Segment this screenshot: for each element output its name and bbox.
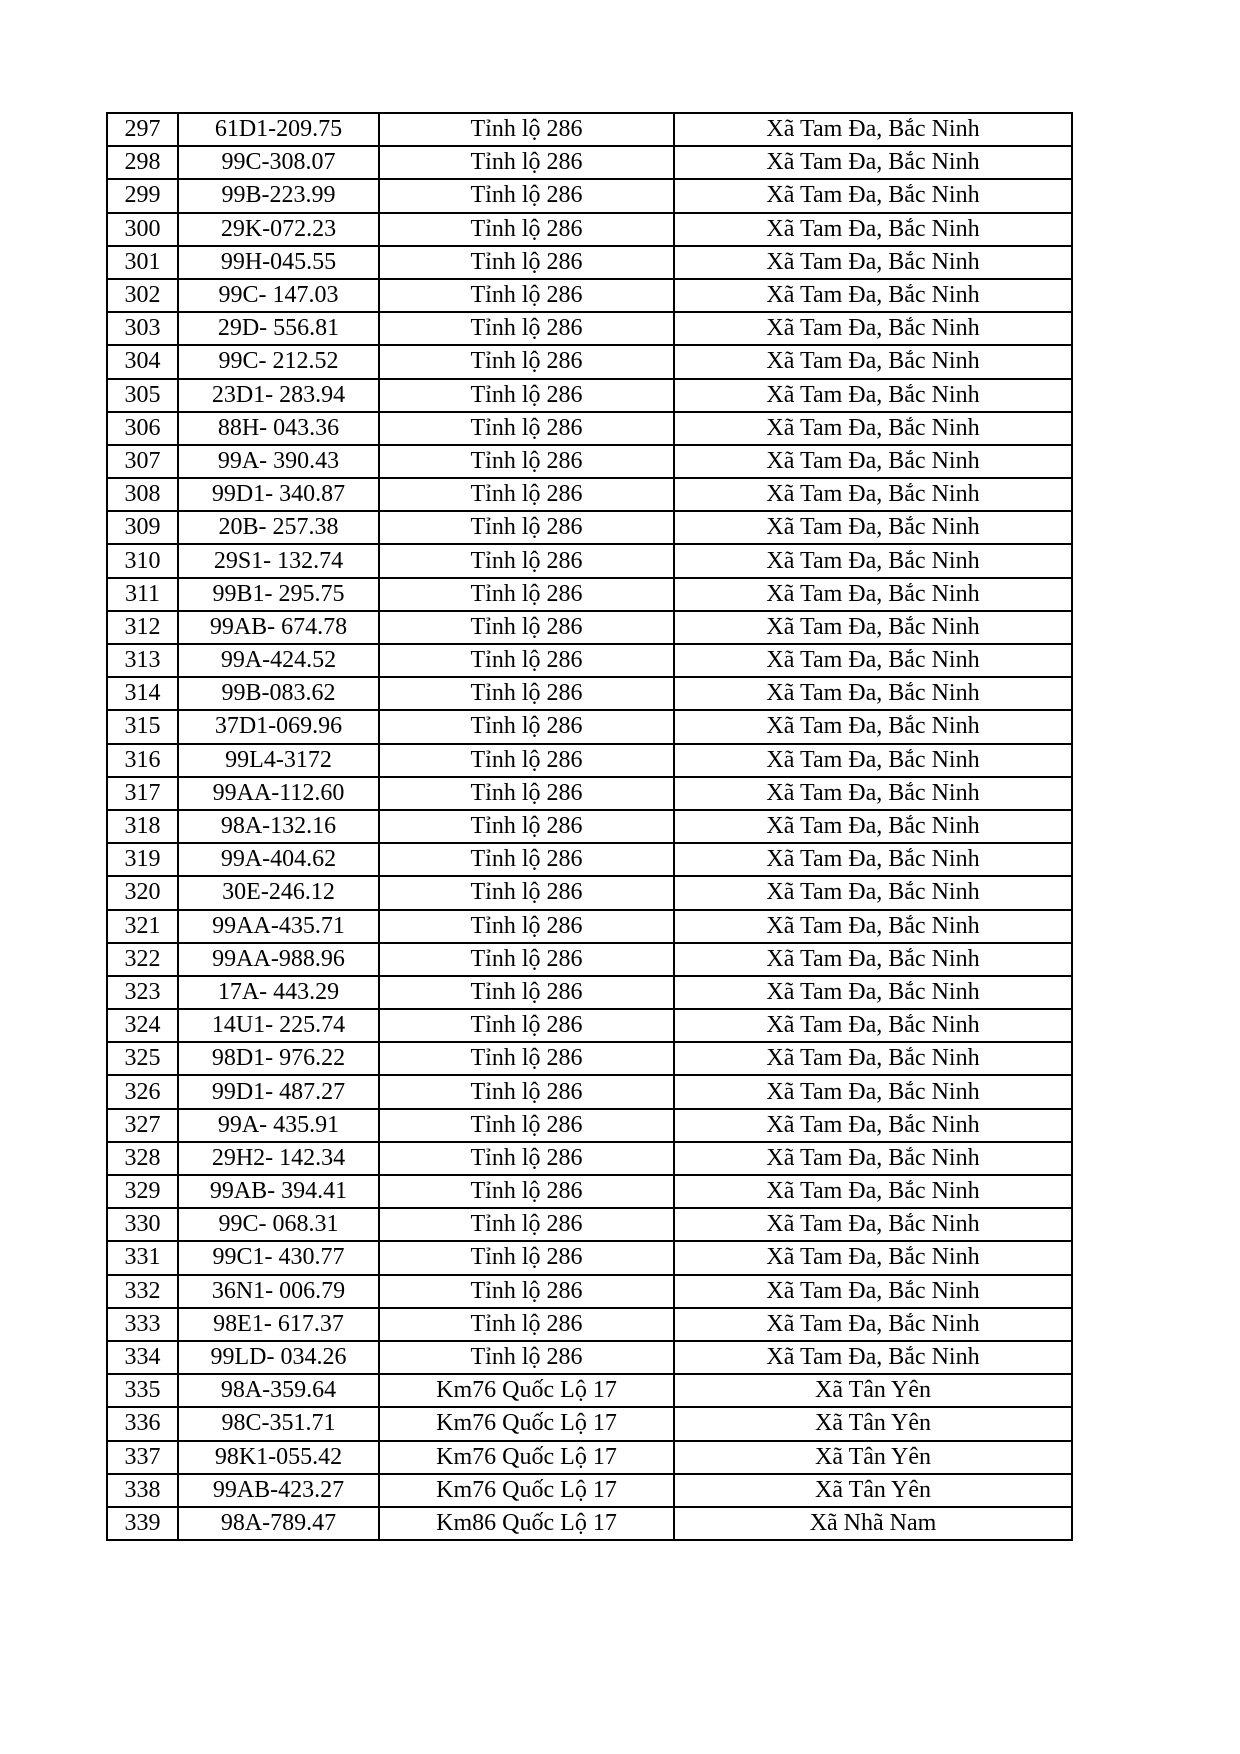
- table-row: [107, 976, 1072, 1009]
- license-plate-cell: 98A-132.16: [178, 810, 379, 843]
- road-cell: Tỉnh lộ 286: [379, 1241, 674, 1274]
- row-number-cell: 338: [107, 1474, 178, 1507]
- table-row: [107, 113, 1072, 146]
- table-row: [107, 1407, 1072, 1440]
- location-cell: Xã Tam Đa, Bắc Ninh: [674, 578, 1072, 611]
- row-number-cell: 315: [107, 710, 178, 743]
- location-cell: Xã Tam Đa, Bắc Ninh: [674, 1208, 1072, 1241]
- row-number-cell: 331: [107, 1241, 178, 1274]
- location-cell: Xã Tam Đa, Bắc Ninh: [674, 843, 1072, 876]
- license-plate-cell: 99AB-423.27: [178, 1474, 379, 1507]
- table-row: [107, 1042, 1072, 1075]
- location-cell: Xã Tam Đa, Bắc Ninh: [674, 810, 1072, 843]
- location-cell: Xã Tam Đa, Bắc Ninh: [674, 179, 1072, 212]
- row-number-cell: 337: [107, 1441, 178, 1474]
- row-number-cell: 309: [107, 511, 178, 544]
- road-cell: Tỉnh lộ 286: [379, 312, 674, 345]
- license-plate-cell: 99C-308.07: [178, 146, 379, 179]
- road-cell: Tỉnh lộ 286: [379, 279, 674, 312]
- table-body: [107, 113, 1072, 1540]
- road-cell: Tỉnh lộ 286: [379, 1142, 674, 1175]
- license-plate-cell: 23D1- 283.94: [178, 379, 379, 412]
- road-cell: Km76 Quốc Lộ 17: [379, 1441, 674, 1474]
- road-cell: Tỉnh lộ 286: [379, 146, 674, 179]
- license-plate-cell: 29K-072.23: [178, 213, 379, 246]
- location-cell: Xã Tam Đa, Bắc Ninh: [674, 611, 1072, 644]
- road-cell: Tỉnh lộ 286: [379, 611, 674, 644]
- table-row: [107, 1009, 1072, 1042]
- license-plate-cell: 99D1- 340.87: [178, 478, 379, 511]
- location-cell: Xã Tam Đa, Bắc Ninh: [674, 1075, 1072, 1108]
- row-number-cell: 302: [107, 279, 178, 312]
- row-number-cell: 333: [107, 1308, 178, 1341]
- license-plate-cell: 99AA-988.96: [178, 943, 379, 976]
- road-cell: Tỉnh lộ 286: [379, 876, 674, 909]
- road-cell: Tỉnh lộ 286: [379, 1341, 674, 1374]
- table-row: [107, 179, 1072, 212]
- license-plate-cell: 99D1- 487.27: [178, 1075, 379, 1108]
- license-plate-cell: 20B- 257.38: [178, 511, 379, 544]
- row-number-cell: 307: [107, 445, 178, 478]
- license-plate-cell: 29D- 556.81: [178, 312, 379, 345]
- table-row: [107, 1308, 1072, 1341]
- road-cell: Tỉnh lộ 286: [379, 345, 674, 378]
- license-plate-cell: 99H-045.55: [178, 246, 379, 279]
- license-plate-cell: 98A-359.64: [178, 1374, 379, 1407]
- table-row: [107, 810, 1072, 843]
- table-row: [107, 910, 1072, 943]
- table-row: [107, 146, 1072, 179]
- row-number-cell: 306: [107, 412, 178, 445]
- table-row: [107, 213, 1072, 246]
- row-number-cell: 334: [107, 1341, 178, 1374]
- location-cell: Xã Tam Đa, Bắc Ninh: [674, 1009, 1072, 1042]
- location-cell: Xã Tam Đa, Bắc Ninh: [674, 246, 1072, 279]
- road-cell: Km76 Quốc Lộ 17: [379, 1407, 674, 1440]
- location-cell: Xã Nhã Nam: [674, 1507, 1072, 1540]
- location-cell: Xã Tam Đa, Bắc Ninh: [674, 1308, 1072, 1341]
- license-plate-cell: 61D1-209.75: [178, 113, 379, 146]
- location-cell: Xã Tam Đa, Bắc Ninh: [674, 1341, 1072, 1374]
- row-number-cell: 336: [107, 1407, 178, 1440]
- road-cell: Tỉnh lộ 286: [379, 246, 674, 279]
- location-cell: Xã Tân Yên: [674, 1407, 1072, 1440]
- road-cell: Tỉnh lộ 286: [379, 1009, 674, 1042]
- row-number-cell: 321: [107, 910, 178, 943]
- road-cell: Tỉnh lộ 286: [379, 810, 674, 843]
- table-row: [107, 744, 1072, 777]
- row-number-cell: 329: [107, 1175, 178, 1208]
- table-row: [107, 1275, 1072, 1308]
- road-cell: Tỉnh lộ 286: [379, 1208, 674, 1241]
- row-number-cell: 314: [107, 677, 178, 710]
- location-cell: Xã Tam Đa, Bắc Ninh: [674, 345, 1072, 378]
- location-cell: Xã Tam Đa, Bắc Ninh: [674, 976, 1072, 1009]
- license-plate-cell: 99AB- 394.41: [178, 1175, 379, 1208]
- road-cell: Tỉnh lộ 286: [379, 777, 674, 810]
- license-plate-cell: 99L4-3172: [178, 744, 379, 777]
- row-number-cell: 332: [107, 1275, 178, 1308]
- license-plate-cell: 17A- 443.29: [178, 976, 379, 1009]
- license-plate-cell: 99AA-112.60: [178, 777, 379, 810]
- table-row: [107, 677, 1072, 710]
- license-plate-cell: 29H2- 142.34: [178, 1142, 379, 1175]
- row-number-cell: 316: [107, 744, 178, 777]
- road-cell: Tỉnh lộ 286: [379, 910, 674, 943]
- road-cell: Tỉnh lộ 286: [379, 213, 674, 246]
- license-plate-cell: 36N1- 006.79: [178, 1275, 379, 1308]
- road-cell: Tỉnh lộ 286: [379, 445, 674, 478]
- table-row: [107, 1075, 1072, 1108]
- road-cell: Km76 Quốc Lộ 17: [379, 1474, 674, 1507]
- row-number-cell: 301: [107, 246, 178, 279]
- license-plate-cell: 99A- 390.43: [178, 445, 379, 478]
- location-cell: Xã Tam Đa, Bắc Ninh: [674, 1241, 1072, 1274]
- location-cell: Xã Tam Đa, Bắc Ninh: [674, 445, 1072, 478]
- table-row: [107, 1474, 1072, 1507]
- row-number-cell: 322: [107, 943, 178, 976]
- table-row: [107, 511, 1072, 544]
- table-row: [107, 246, 1072, 279]
- road-cell: Tỉnh lộ 286: [379, 113, 674, 146]
- table-row: [107, 412, 1072, 445]
- location-cell: Xã Tam Đa, Bắc Ninh: [674, 1275, 1072, 1308]
- table-row: [107, 544, 1072, 577]
- location-cell: Xã Tam Đa, Bắc Ninh: [674, 213, 1072, 246]
- row-number-cell: 325: [107, 1042, 178, 1075]
- table-row: [107, 777, 1072, 810]
- road-cell: Tỉnh lộ 286: [379, 1042, 674, 1075]
- location-cell: Xã Tam Đa, Bắc Ninh: [674, 876, 1072, 909]
- road-cell: Tỉnh lộ 286: [379, 379, 674, 412]
- location-cell: Xã Tam Đa, Bắc Ninh: [674, 943, 1072, 976]
- road-cell: Tỉnh lộ 286: [379, 976, 674, 1009]
- road-cell: Tỉnh lộ 286: [379, 179, 674, 212]
- road-cell: Tỉnh lộ 286: [379, 843, 674, 876]
- location-cell: Xã Tam Đa, Bắc Ninh: [674, 478, 1072, 511]
- table-row: [107, 1208, 1072, 1241]
- road-cell: Tỉnh lộ 286: [379, 644, 674, 677]
- license-plate-cell: 99C1- 430.77: [178, 1241, 379, 1274]
- table-row: [107, 1241, 1072, 1274]
- row-number-cell: 330: [107, 1208, 178, 1241]
- row-number-cell: 297: [107, 113, 178, 146]
- road-cell: Tỉnh lộ 286: [379, 478, 674, 511]
- license-plate-cell: 99A-404.62: [178, 843, 379, 876]
- location-cell: Xã Tam Đa, Bắc Ninh: [674, 710, 1072, 743]
- license-plate-cell: 14U1- 225.74: [178, 1009, 379, 1042]
- location-cell: Xã Tân Yên: [674, 1374, 1072, 1407]
- location-cell: Xã Tam Đa, Bắc Ninh: [674, 511, 1072, 544]
- license-plate-cell: 99C- 068.31: [178, 1208, 379, 1241]
- license-plate-cell: 99A-424.52: [178, 644, 379, 677]
- table-row: [107, 943, 1072, 976]
- location-cell: Xã Tam Đa, Bắc Ninh: [674, 1042, 1072, 1075]
- road-cell: Tỉnh lộ 286: [379, 710, 674, 743]
- row-number-cell: 328: [107, 1142, 178, 1175]
- row-number-cell: 327: [107, 1109, 178, 1142]
- license-plate-cell: 98D1- 976.22: [178, 1042, 379, 1075]
- location-cell: Xã Tam Đa, Bắc Ninh: [674, 412, 1072, 445]
- table-row: [107, 644, 1072, 677]
- license-plate-cell: 99B-083.62: [178, 677, 379, 710]
- road-cell: Tỉnh lộ 286: [379, 1308, 674, 1341]
- license-plate-cell: 30E-246.12: [178, 876, 379, 909]
- road-cell: Tỉnh lộ 286: [379, 744, 674, 777]
- row-number-cell: 318: [107, 810, 178, 843]
- location-cell: Xã Tam Đa, Bắc Ninh: [674, 1109, 1072, 1142]
- row-number-cell: 323: [107, 976, 178, 1009]
- row-number-cell: 299: [107, 179, 178, 212]
- table-row: [107, 1142, 1072, 1175]
- row-number-cell: 304: [107, 345, 178, 378]
- location-cell: Xã Tam Đa, Bắc Ninh: [674, 777, 1072, 810]
- location-cell: Xã Tân Yên: [674, 1441, 1072, 1474]
- row-number-cell: 303: [107, 312, 178, 345]
- row-number-cell: 319: [107, 843, 178, 876]
- table-row: [107, 279, 1072, 312]
- violations-table: [106, 112, 1073, 1541]
- table-row: [107, 1175, 1072, 1208]
- license-plate-cell: 98C-351.71: [178, 1407, 379, 1440]
- table-row: [107, 1507, 1072, 1540]
- road-cell: Tỉnh lộ 286: [379, 1075, 674, 1108]
- location-cell: Xã Tân Yên: [674, 1474, 1072, 1507]
- road-cell: Tỉnh lộ 286: [379, 544, 674, 577]
- road-cell: Tỉnh lộ 286: [379, 1109, 674, 1142]
- location-cell: Xã Tam Đa, Bắc Ninh: [674, 1142, 1072, 1175]
- location-cell: Xã Tam Đa, Bắc Ninh: [674, 113, 1072, 146]
- row-number-cell: 324: [107, 1009, 178, 1042]
- license-plate-cell: 99LD- 034.26: [178, 1341, 379, 1374]
- license-plate-cell: 99B1- 295.75: [178, 578, 379, 611]
- license-plate-cell: 99C- 147.03: [178, 279, 379, 312]
- license-plate-cell: 29S1- 132.74: [178, 544, 379, 577]
- location-cell: Xã Tam Đa, Bắc Ninh: [674, 1175, 1072, 1208]
- road-cell: Tỉnh lộ 286: [379, 1175, 674, 1208]
- row-number-cell: 305: [107, 379, 178, 412]
- row-number-cell: 308: [107, 478, 178, 511]
- table-row: [107, 345, 1072, 378]
- row-number-cell: 313: [107, 644, 178, 677]
- license-plate-cell: 99AB- 674.78: [178, 611, 379, 644]
- row-number-cell: 335: [107, 1374, 178, 1407]
- table-row: [107, 1374, 1072, 1407]
- row-number-cell: 320: [107, 876, 178, 909]
- road-cell: Tỉnh lộ 286: [379, 1275, 674, 1308]
- row-number-cell: 312: [107, 611, 178, 644]
- location-cell: Xã Tam Đa, Bắc Ninh: [674, 644, 1072, 677]
- road-cell: Tỉnh lộ 286: [379, 677, 674, 710]
- table-row: [107, 611, 1072, 644]
- location-cell: Xã Tam Đa, Bắc Ninh: [674, 677, 1072, 710]
- license-plate-cell: 98A-789.47: [178, 1507, 379, 1540]
- road-cell: Tỉnh lộ 286: [379, 511, 674, 544]
- road-cell: Tỉnh lộ 286: [379, 578, 674, 611]
- table-row: [107, 312, 1072, 345]
- road-cell: Tỉnh lộ 286: [379, 412, 674, 445]
- row-number-cell: 326: [107, 1075, 178, 1108]
- row-number-cell: 310: [107, 544, 178, 577]
- row-number-cell: 300: [107, 213, 178, 246]
- license-plate-cell: 98K1-055.42: [178, 1441, 379, 1474]
- row-number-cell: 317: [107, 777, 178, 810]
- license-plate-cell: 99B-223.99: [178, 179, 379, 212]
- license-plate-cell: 99AA-435.71: [178, 910, 379, 943]
- row-number-cell: 298: [107, 146, 178, 179]
- table-row: [107, 445, 1072, 478]
- location-cell: Xã Tam Đa, Bắc Ninh: [674, 744, 1072, 777]
- table-row: [107, 1109, 1072, 1142]
- row-number-cell: 339: [107, 1507, 178, 1540]
- license-plate-cell: 98E1- 617.37: [178, 1308, 379, 1341]
- row-number-cell: 311: [107, 578, 178, 611]
- table-row: [107, 478, 1072, 511]
- location-cell: Xã Tam Đa, Bắc Ninh: [674, 279, 1072, 312]
- license-plate-cell: 88H- 043.36: [178, 412, 379, 445]
- table-row: [107, 710, 1072, 743]
- table-row: [107, 379, 1072, 412]
- road-cell: Tỉnh lộ 286: [379, 943, 674, 976]
- road-cell: Km76 Quốc Lộ 17: [379, 1374, 674, 1407]
- location-cell: Xã Tam Đa, Bắc Ninh: [674, 146, 1072, 179]
- table-row: [107, 578, 1072, 611]
- table-row: [107, 843, 1072, 876]
- table-row: [107, 1341, 1072, 1374]
- road-cell: Km86 Quốc Lộ 17: [379, 1507, 674, 1540]
- table-row: [107, 1441, 1072, 1474]
- table-row: [107, 876, 1072, 909]
- license-plate-cell: 37D1-069.96: [178, 710, 379, 743]
- location-cell: Xã Tam Đa, Bắc Ninh: [674, 312, 1072, 345]
- license-plate-cell: 99C- 212.52: [178, 345, 379, 378]
- location-cell: Xã Tam Đa, Bắc Ninh: [674, 910, 1072, 943]
- license-plate-cell: 99A- 435.91: [178, 1109, 379, 1142]
- location-cell: Xã Tam Đa, Bắc Ninh: [674, 544, 1072, 577]
- location-cell: Xã Tam Đa, Bắc Ninh: [674, 379, 1072, 412]
